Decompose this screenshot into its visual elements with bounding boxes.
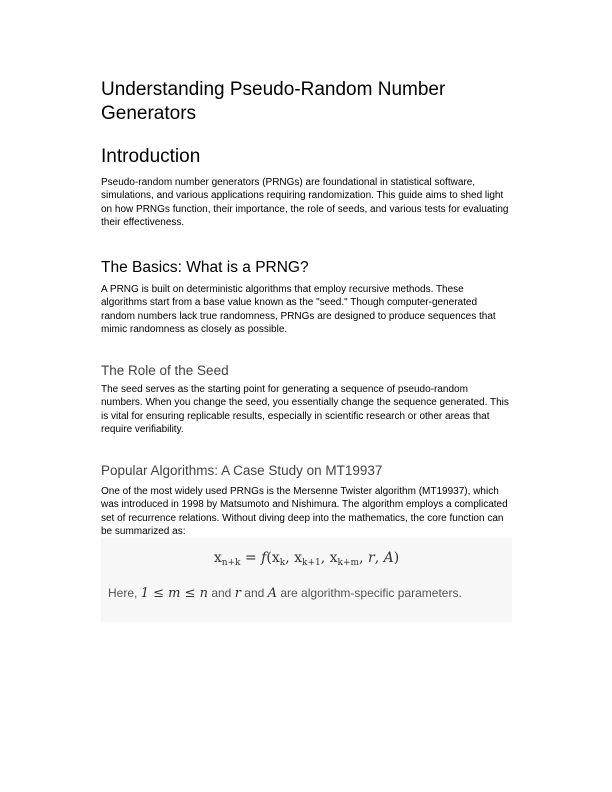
formula-equals: = — [244, 550, 257, 566]
section-body-algorithms: One of the most widely used PRNGs is the Mersenne Twister algorithm (MT19937), which was introduced in 1998 by Matsumoto and Nishimura. The algorithm employs a complicated set of recurrence relations. Without diving deep into the mathematics, the core function can be summarized as: — [101, 486, 508, 538]
formula-note: Here, 1 ≤ m ≤ n and r and A are algorithm-specific parameters. — [108, 586, 462, 601]
formula-function: f — [261, 550, 267, 566]
formula-note-inequality: 1 ≤ m ≤ n — [140, 586, 208, 601]
formula-figure — [101, 538, 512, 622]
recurrence-formula: $x_{n+k} = f(x_k$, $x_{k+1}$, $x_{k+m}$, r, A) — [213, 550, 400, 568]
section-body-introduction: Pseudo-random number generators (PRNGs) are foundational in statistical software, simulations, and various applications requiring randomization. This guide aims to shed light on how PRNGs function, their importance, the role of seeds, and various tests for evaluating their effectiveness. — [101, 177, 509, 229]
document-title: Understanding Pseudo-Random Number Generators — [101, 79, 446, 124]
section-heading-basics: The Basics: What is a PRNG? — [101, 259, 309, 276]
section-heading-algorithms: Popular Algorithms: A Case Study on MT19937 — [101, 463, 383, 478]
section-heading-seed: The Role of the Seed — [101, 363, 229, 378]
formula-lhs: $x_{n+k}$ — [213, 550, 241, 568]
section-heading-introduction: Introduction — [101, 146, 201, 167]
section-body-seed: The seed serves as the starting point for generating a sequence of pseudo-random numbers. When you change the seed, you essentially change the sequence generated. This is vital for ensuring replicable results, especially in scientific research or other areas that require verifiability. — [101, 384, 509, 436]
section-body-basics: A PRNG is built on deterministic algorithms that employ recursive methods. These algorithms start from a base value known as the "seed." Though computer-generated random numbers lack true randomness, PRNGs are designed to produce sequences that mimic randomness as closely as possible. — [101, 284, 496, 336]
